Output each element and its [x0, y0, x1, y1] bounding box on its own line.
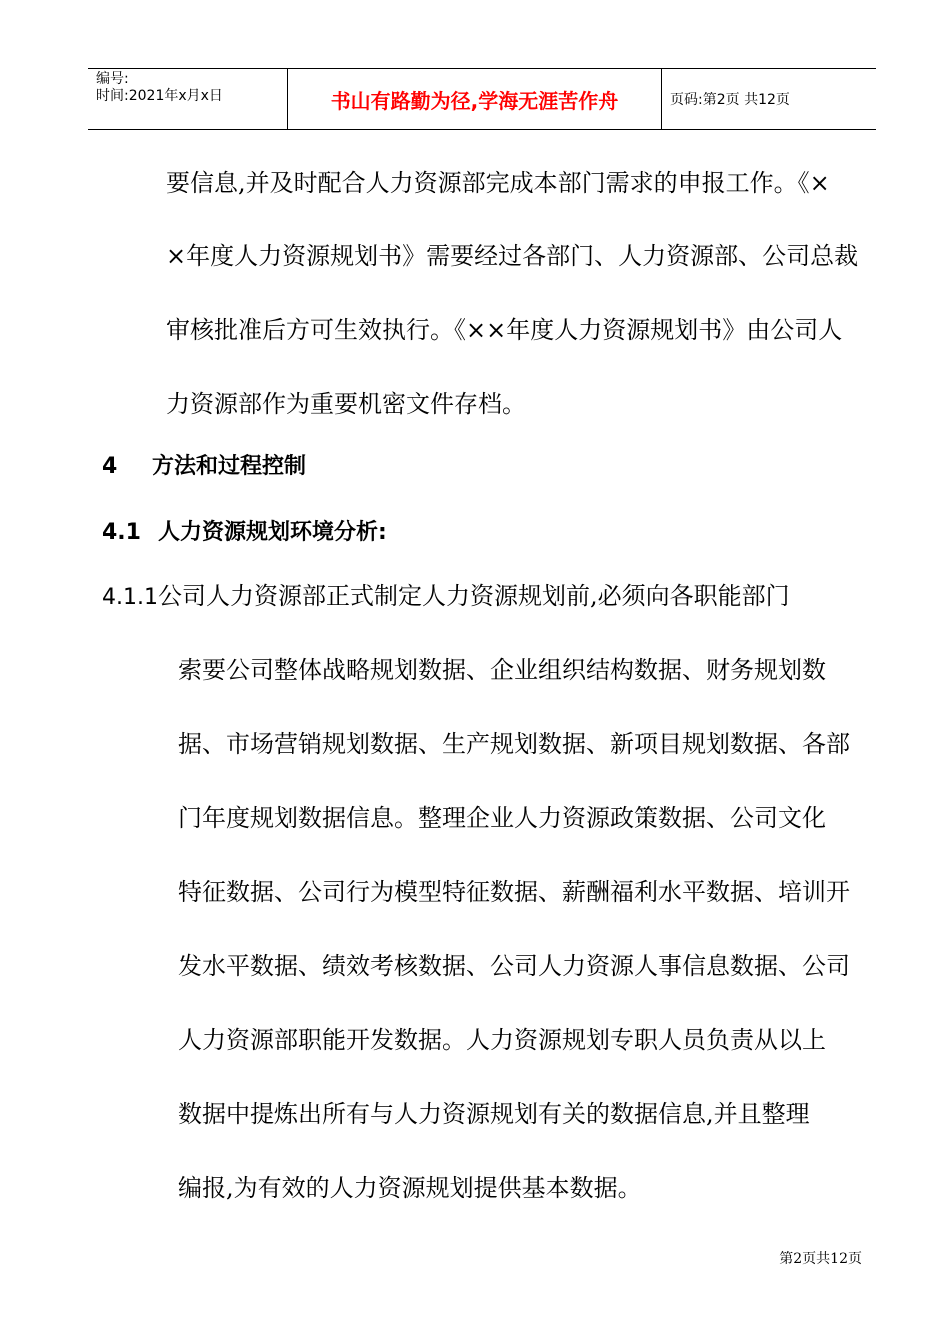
section-4-1-1-first-line [102, 581, 790, 613]
paragraph-text: 公司人力资源部正式制定人力资源规划前,必须向各职能部门 [157, 582, 790, 610]
paragraph-line: 编报,为有效的人力资源规划提供基本数据。 [178, 1174, 642, 1202]
section-number: 4.1.1 [102, 585, 158, 610]
section-heading-4 [102, 452, 306, 482]
paragraph-line: 数据中提炼出所有与人力资源规划有关的数据信息,并且整理 [178, 1100, 810, 1128]
section-title: 方法和过程控制 [152, 454, 307, 479]
page-header [88, 68, 876, 130]
paragraph-line: 人力资源部职能开发数据。人力资源规划专职人员负责从以上 [178, 1026, 826, 1054]
document-time-label: 时间:2021年x月x日 [96, 88, 223, 104]
section-title: 人力资源规划环境分析: [158, 520, 387, 545]
section-heading-4-1 [102, 518, 387, 548]
paragraph-line: 发水平数据、绩效考核数据、公司人力资源人事信息数据、公司 [178, 952, 850, 980]
section-number: 4 [102, 454, 118, 479]
paragraph-line: 特征数据、公司行为模型特征数据、薪酬福利水平数据、培训开 [178, 878, 850, 906]
paragraph-line: 据、市场营销规划数据、生产规划数据、新项目规划数据、各部 [178, 730, 850, 758]
paragraph-line: 要信息,并及时配合人力资源部完成本部门需求的申报工作。《× [166, 169, 830, 197]
header-page-info: 页码:第2页 共12页 [670, 92, 790, 108]
paragraph-line: 力资源部作为重要机密文件存档。 [166, 390, 526, 418]
paragraph-line: 索要公司整体战略规划数据、企业组织结构数据、财务规划数 [178, 656, 826, 684]
paragraph-line: ×年度人力资源规划书》需要经过各部门、人力资源部、公司总裁 [166, 242, 859, 270]
paragraph-line: 审核批准后方可生效执行。《××年度人力资源规划书》由公司人 [166, 316, 843, 344]
paragraph-line: 门年度规划数据信息。整理企业人力资源政策数据、公司文化 [178, 804, 826, 832]
header-motto: 书山有路勤为径,学海无涯苦作舟 [288, 69, 662, 129]
section-number: 4.1 [102, 520, 141, 545]
header-meta-cell [88, 69, 288, 129]
document-number-label: 编号: [96, 71, 129, 87]
page-footer: 第2页共12页 [779, 1251, 862, 1267]
